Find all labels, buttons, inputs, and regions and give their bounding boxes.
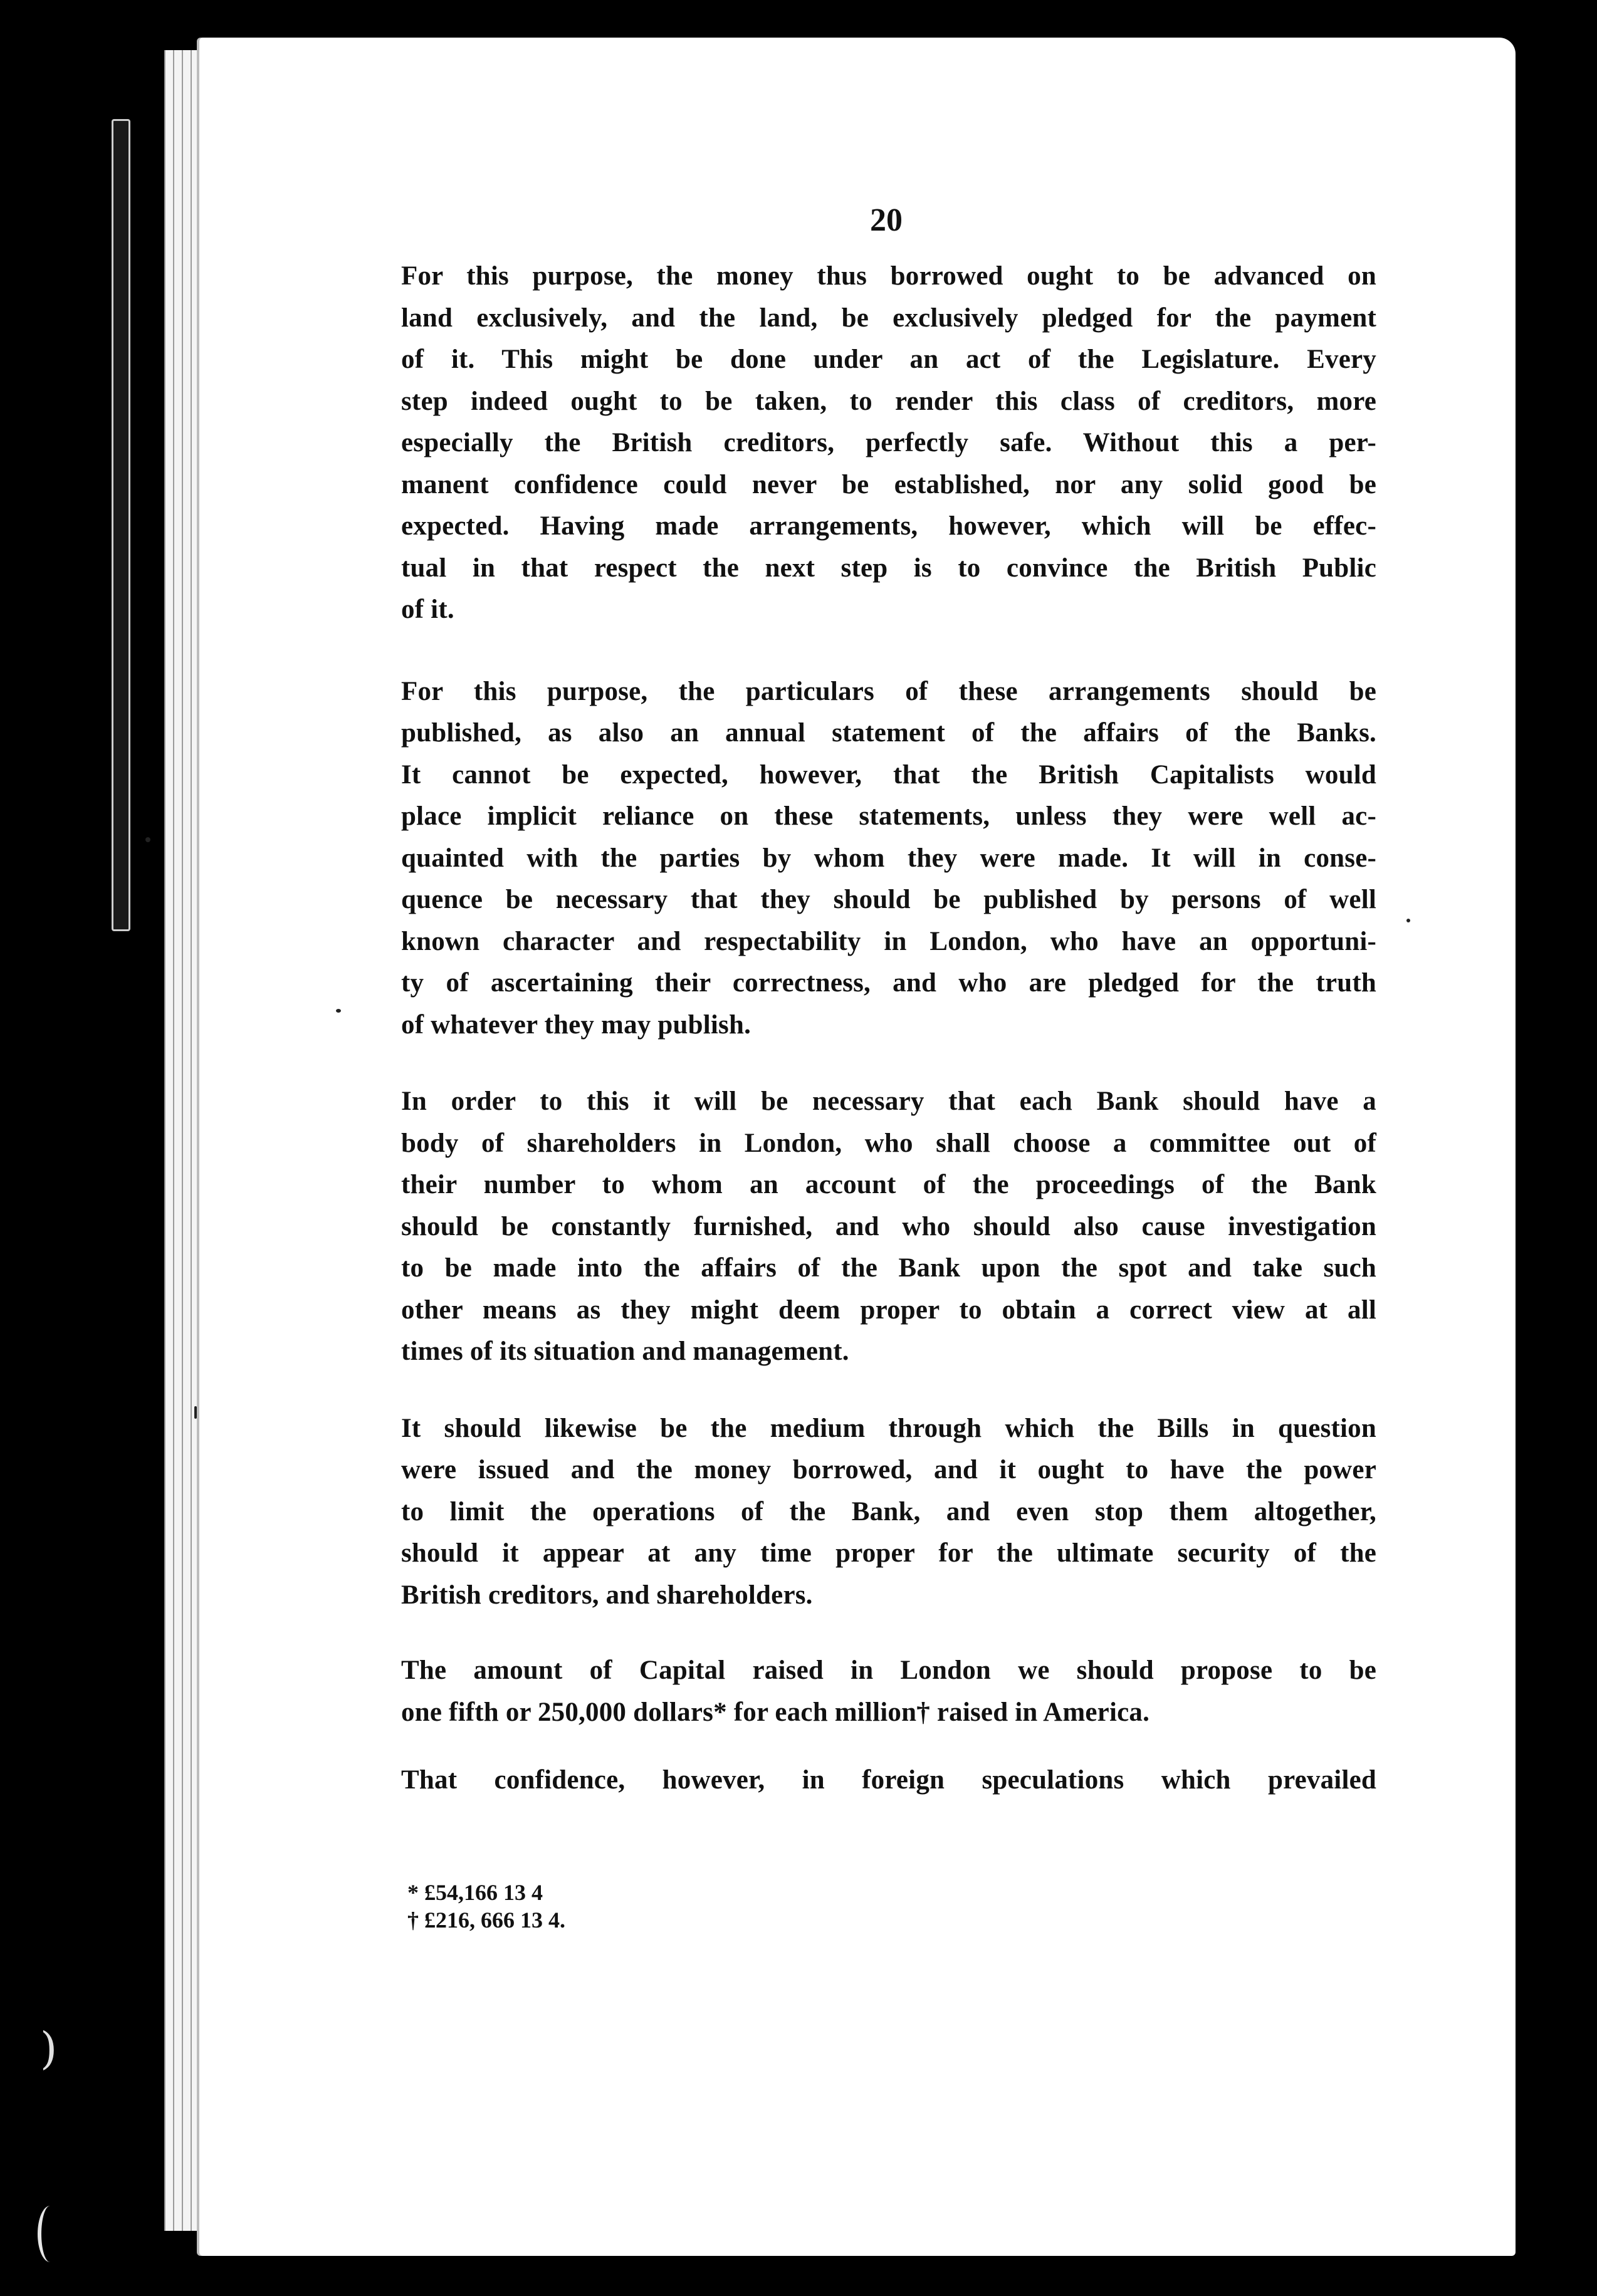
text-line: to limit the operations of the Bank, and even stop them altogether, (401, 1496, 1376, 1526)
paragraph-5 (401, 1650, 1376, 1733)
scan-speck (1406, 919, 1410, 922)
text-line: especially the British creditors, perfectly safe. Without this a per- (401, 428, 1376, 457)
text-line: published, as also an annual statement of the affairs of the Banks. (401, 718, 1376, 748)
text-line: The amount of Capital raised in London we should propose to be (401, 1656, 1376, 1685)
paragraph-3 (401, 1081, 1376, 1373)
paragraph-4 (401, 1408, 1376, 1617)
text-line: It should likewise be the medium through which the Bills in question (401, 1413, 1376, 1443)
text-line: For this purpose, the money thus borrowed ought to be advanced on (401, 261, 1376, 291)
footnote-dagger: † £216, 666 13 4. (407, 1907, 565, 1933)
scan-artifact-mark: ) (40, 2023, 58, 2074)
text-line: of it. (401, 595, 454, 624)
scan-speck (194, 1406, 197, 1419)
binding-strip (112, 119, 130, 931)
text-line: land exclusively, and the land, be exclusively pledged for the payment (401, 303, 1376, 333)
scan-speck (336, 1009, 341, 1013)
footnote-asterisk: * £54,166 13 4 (407, 1880, 543, 1905)
text-line: step indeed ought to be taken, to render this class of creditors, more (401, 386, 1376, 416)
text-line: manent confidence could never be established, nor any solid good be (401, 469, 1376, 499)
text-line: ty of ascertaining their correctness, and who are pledged for the truth (401, 968, 1376, 998)
footnotes (407, 1879, 565, 1934)
body-text (401, 256, 1376, 1802)
paragraph-2 (401, 671, 1376, 1046)
text-line: body of shareholders in London, who shall choose a committee out of (401, 1128, 1376, 1158)
text-line: their number to whom an account of the proceedings of the Bank (401, 1170, 1376, 1199)
paragraph-1 (401, 256, 1376, 631)
text-line: other means as they might deem proper to obtain a correct view at all (401, 1295, 1376, 1325)
text-line: were issued and the money borrowed, and it ought to have the power (401, 1455, 1376, 1485)
text-line: quainted with the parties by whom they were made. It will in conse- (401, 843, 1376, 873)
text-line: It cannot be expected, however, that the British Capitalists would (401, 759, 1376, 790)
text-line: For this purpose, the particulars of these arrangements should be (401, 676, 1376, 706)
text-line: times of its situation and management. (401, 1337, 849, 1366)
text-line: British creditors, and shareholders. (401, 1580, 813, 1610)
paragraph-6 (401, 1760, 1376, 1802)
scan-speck (145, 837, 150, 842)
page-number: 20 (870, 202, 903, 238)
text-line: of it. This might be done under an act of the Legislature. Every (401, 345, 1376, 374)
text-line: one fifth or 250,000 dollars* for each million† raised in America. (401, 1697, 1150, 1727)
text-line: to be made into the affairs of the Bank upon the spot and take such (401, 1253, 1376, 1283)
text-line: expected. Having made arrangements, however, which will be effec- (401, 511, 1376, 541)
text-line: known character and respectability in London, who have an opportuni- (401, 926, 1376, 956)
text-line: of whatever they may publish. (401, 1010, 751, 1040)
text-line: should be constantly furnished, and who should also cause investigation (401, 1211, 1376, 1241)
scan-artifact-corner (38, 2206, 63, 2262)
text-line: should it appear at any time proper for the ultimate security of the (401, 1538, 1376, 1568)
text-line: That confidence, however, in foreign speculations which prevailed (401, 1765, 1376, 1795)
text-line: quence be necessary that they should be published by persons of well (401, 885, 1376, 914)
text-line: place implicit reliance on these statements, unless they were well ac- (401, 801, 1376, 831)
text-line: In order to this it will be necessary that each Bank should have a (401, 1087, 1376, 1116)
text-line: tual in that respect the next step is to convince the British Public (401, 553, 1376, 583)
